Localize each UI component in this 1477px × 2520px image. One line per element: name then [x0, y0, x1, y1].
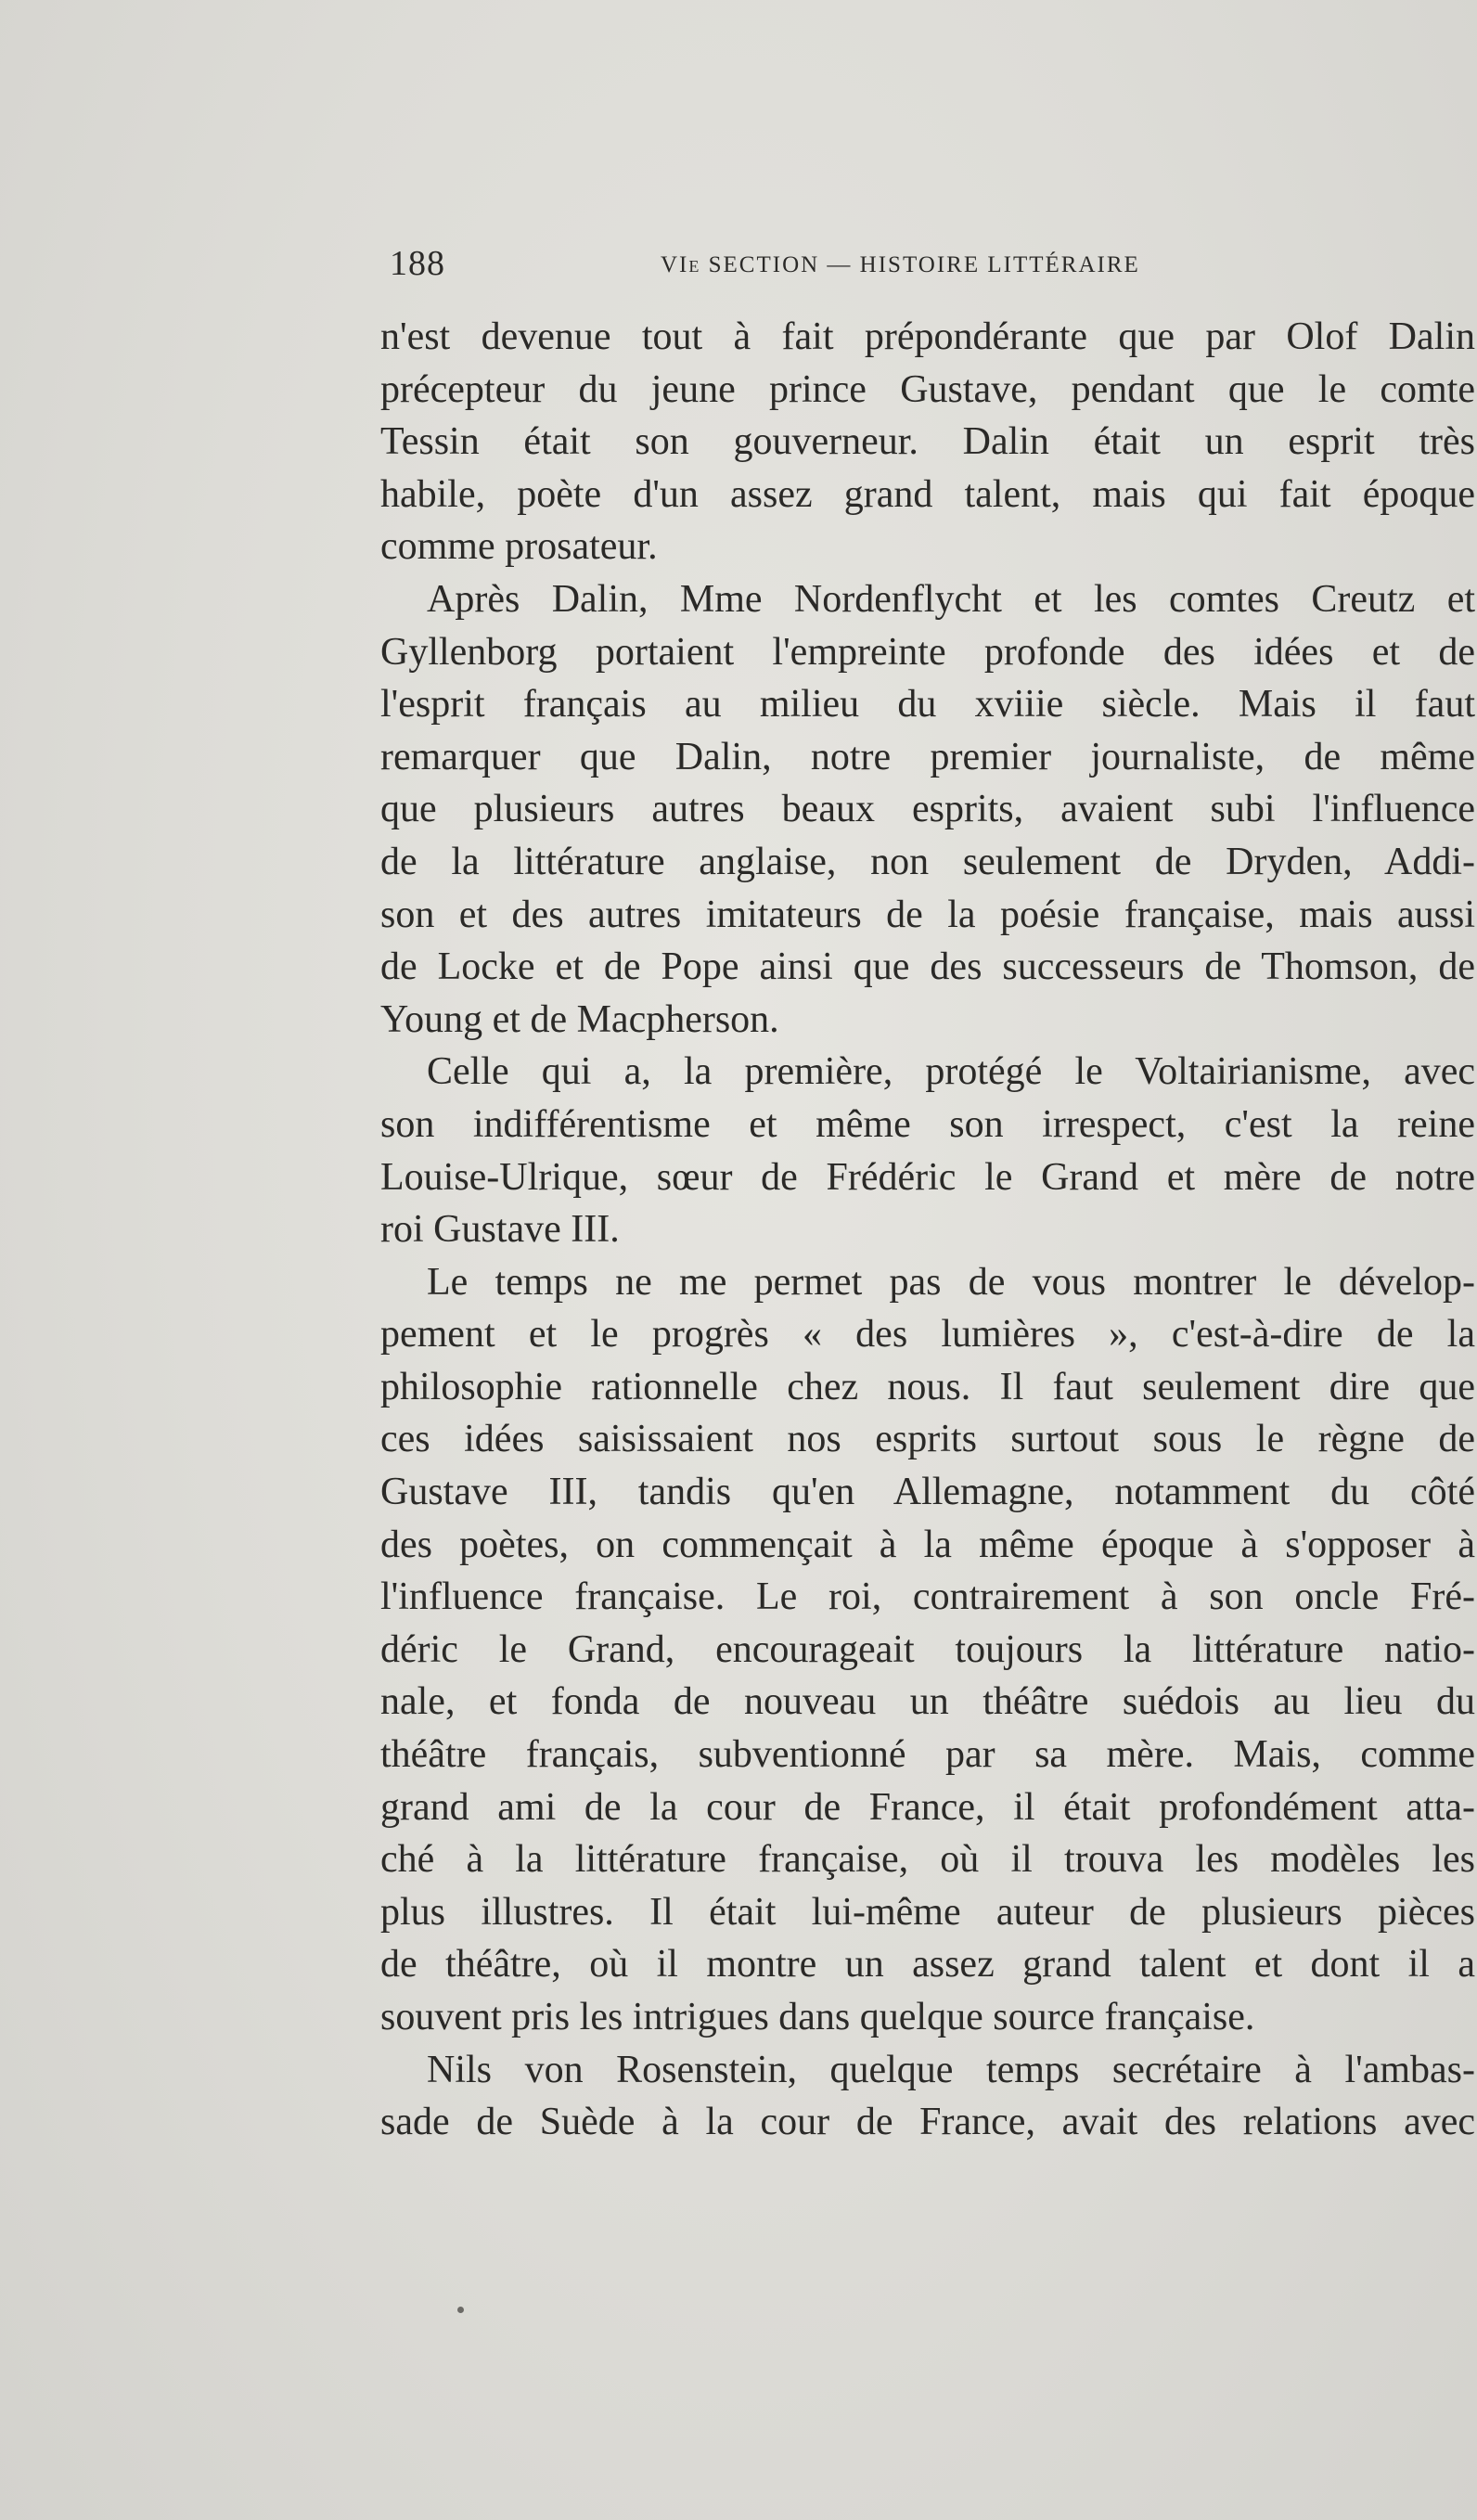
- text-line: Nils von Rosenstein, quelque temps secrétaire à l'ambas-: [427, 2048, 1475, 2091]
- text-line: comme prosateur.: [380, 525, 658, 569]
- paragraph-1: [380, 311, 1475, 573]
- text-line: habile, poète d'un assez grand talent, mais qui fait époque: [380, 472, 1475, 516]
- text-line: Gyllenborg portaient l'empreinte profonde des idées et de: [380, 630, 1475, 674]
- text-line: sade de Suède à la cour de France, avait des relations avec: [380, 2101, 1475, 2144]
- text-line: roi Gustave III.: [380, 1208, 620, 1252]
- text-line: Gustave III, tandis qu'en Allemagne, notamment du côté: [380, 1471, 1475, 1514]
- text-line: Louise-Ulrique, sœur de Frédéric le Grand et mère de notre: [380, 1155, 1475, 1199]
- text-line: ché à la littérature française, où il trouva les modèles les: [380, 1838, 1475, 1882]
- ink-speck: [457, 2307, 464, 2313]
- text-line: théâtre français, subventionné par sa mère. Mais, comme: [380, 1733, 1475, 1777]
- text-line: son indifférentisme et même son irrespect, c'est la reine: [380, 1102, 1475, 1146]
- page-number: 188: [390, 244, 445, 283]
- paragraph-2: [380, 573, 1475, 1046]
- text-line: Après Dalin, Mme Nordenflycht et les comtes Creutz et: [427, 577, 1475, 621]
- text-line: Le temps ne me permet pas de vous montrer le dévelop-: [427, 1260, 1475, 1304]
- text-line: souvent pris les intrigues dans quelque source française.: [380, 1996, 1255, 2038]
- text-line: pement et le progrès « des lumières », c'est-à-dire de la: [380, 1313, 1475, 1356]
- running-head: VIe SECTION — HISTOIRE LITTÉRAIRE: [661, 252, 1140, 277]
- text-line: son et des autres imitateurs de la poésie française, mais aussi: [380, 893, 1475, 936]
- paragraph-5: [380, 2044, 1475, 2149]
- text-line: de la littérature anglaise, non seulement de Dryden, Addi-: [380, 840, 1475, 883]
- text-line: plus illustres. Il était lui-même auteur de plusieurs pièces: [380, 1890, 1475, 1934]
- text-line: que plusieurs autres beaux esprits, avaient subi l'influence: [380, 788, 1475, 831]
- text-line: Celle qui a, la première, protégé le Voltairianisme, avec: [427, 1050, 1475, 1094]
- text-line: de théâtre, où il montre un assez grand talent et dont il a: [380, 1943, 1475, 1986]
- text-line: philosophie rationnelle chez nous. Il faut seulement dire que: [380, 1365, 1475, 1408]
- text-line: Tessin était son gouverneur. Dalin était un esprit très: [380, 420, 1475, 464]
- text-line: grand ami de la cour de France, il était profondément atta-: [380, 1785, 1475, 1829]
- text-line: n'est devenue tout à fait prépondérante que par Olof Dalin: [380, 315, 1475, 358]
- text-line: l'esprit français au milieu du xviiie siècle. Mais il faut: [380, 683, 1475, 726]
- text-line: nale, et fonda de nouveau un théâtre suédois au lieu du: [380, 1680, 1475, 1724]
- page-header: [390, 243, 1410, 289]
- paragraph-3: [380, 1046, 1475, 1255]
- text-line: remarquer que Dalin, notre premier journaliste, de même: [380, 735, 1475, 778]
- text-line: précepteur du jeune prince Gustave, pendant que le comte: [380, 367, 1475, 411]
- text-line: l'influence française. Le roi, contrairement à son oncle Fré-: [380, 1575, 1475, 1619]
- text-line: déric le Grand, encourageait toujours la littérature natio-: [380, 1627, 1475, 1671]
- text-line: des poètes, on commençait à la même époque à s'opposer à: [380, 1523, 1475, 1566]
- text-line: de Locke et de Pope ainsi que des successeurs de Thomson, de: [380, 945, 1475, 989]
- paragraph-4: [380, 1256, 1475, 2044]
- text-line: Young et de Macpherson.: [380, 997, 779, 1041]
- text-line: ces idées saisissaient nos esprits surtout sous le règne de: [380, 1418, 1475, 1461]
- body-text: [380, 311, 1475, 2149]
